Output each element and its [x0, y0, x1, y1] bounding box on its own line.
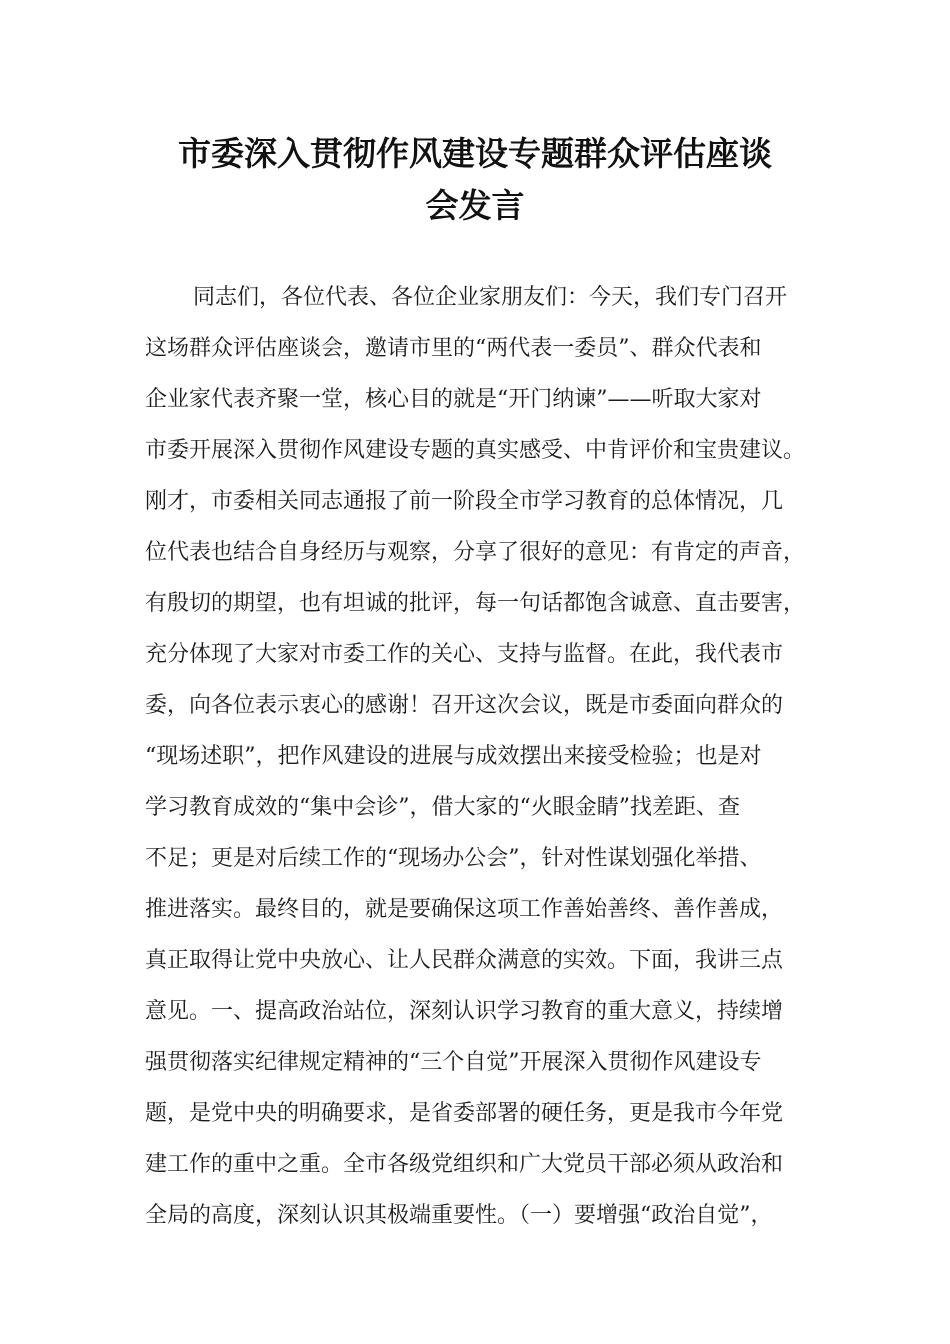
- body-line-15: 意见。一、提高政治站位，深刻认识学习教育的重大意义，持续增: [145, 999, 784, 1024]
- body-line-11: 学习教育成效的“集中会诊”，借大家的“火眼金睛”找差距、查: [145, 795, 740, 820]
- body-line-10: “现场述职”，把作风建设的进展与成效摆出来接受检验；也是对: [145, 744, 762, 769]
- body-line-7: 有殷切的期望，也有坦诚的批评，每一句话都饱含诚意、直击要害，: [145, 591, 806, 616]
- body-line-8: 充分体现了大家对市委工作的关心、支持与监督。在此，我代表市: [145, 642, 784, 667]
- body-line-2: 这场群众评估座谈会，邀请市里的“两代表一委员”、群众代表和: [145, 336, 762, 361]
- document-title-line-2: 会发言: [425, 186, 525, 225]
- body-line-18: 建工作的重中之重。全市各级党组织和广大党员干部必须从政治和: [145, 1152, 784, 1177]
- body-line-12: 不足；更是对后续工作的“现场办公会”，针对性谋划强化举措、: [145, 846, 762, 871]
- body-line-6: 位代表也结合自身经历与观察，分享了很好的意见：有肯定的声音，: [145, 540, 806, 565]
- body-line-9: 委，向各位表示衷心的感谢！召开这次会议，既是市委面向群众的: [145, 693, 784, 718]
- document-title-line-1: 市委深入贯彻作风建设专题群众评估座谈: [178, 134, 772, 173]
- body-line-16: 强贯彻落实纪律规定精神的“三个自觉”开展深入贯彻作风建设专: [145, 1050, 762, 1075]
- body-line-5: 刚才，市委相关同志通报了前一阶段全市学习教育的总体情况，几: [145, 489, 784, 514]
- body-line-4: 市委开展深入贯彻作风建设专题的真实感受、中肯评价和宝贵建议。: [145, 438, 806, 463]
- body-line-1: 同志们，各位代表、各位企业家朋友们：今天，我们专门召开: [193, 285, 788, 310]
- body-line-14: 真正取得让党中央放心、让人民群众满意的实效。下面，我讲三点: [145, 948, 784, 973]
- body-line-3: 企业家代表齐聚一堂，核心目的就是“开门纳谏”——听取大家对: [145, 387, 762, 412]
- body-line-17: 题，是党中央的明确要求，是省委部署的硬任务，更是我市今年党: [145, 1101, 784, 1126]
- body-line-19: 全局的高度，深刻认识其极端重要性。（一）要增强“政治自觉”，: [145, 1203, 773, 1228]
- body-line-13: 推进落实。最终目的，就是要确保这项工作善始善终、善作善成，: [145, 897, 784, 922]
